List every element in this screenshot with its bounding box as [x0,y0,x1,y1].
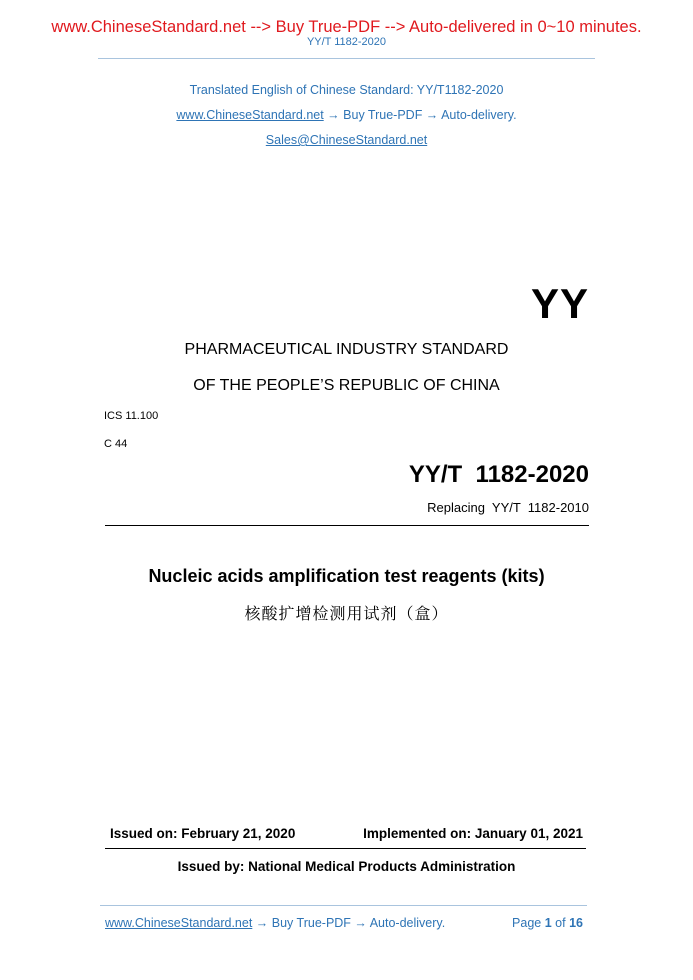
footer-delivery-text: → Buy True-PDF → Auto-delivery. [252,916,446,930]
standard-number: YY/T 1182-2020 [408,461,589,488]
delivery-text: → Buy True-PDF → Auto-delivery. [323,108,517,122]
footer-site-link[interactable]: www.ChineseStandard.net [105,916,253,930]
standard-title-line1: PHARMACEUTICAL INDUSTRY STANDARD [184,341,509,358]
sales-email-link[interactable]: Sales@ChineseStandard.net [265,133,428,147]
dates-divider [105,848,586,849]
header-doc-code: YY/T 1182-2020 [306,36,387,48]
document-title-zh: 核酸扩增检测用试剂（盒） [244,606,449,623]
translation-delivery-line [0,108,693,122]
footer-delivery-line [105,916,445,930]
page-label: Page [512,916,542,930]
implemented-on-date: Implemented on: January 01, 2021 [363,826,583,841]
email-line [0,133,693,147]
standard-title-line2: OF THE PEOPLE’S REPUBLIC OF CHINA [193,377,500,394]
footer-divider [100,905,587,906]
issued-on-date: Issued on: February 21, 2020 [110,826,296,841]
header-divider [98,58,595,59]
standard-mark: YY [530,280,589,327]
issuing-authority: Issued by: National Medical Products Administration [177,859,516,874]
ccs-code: C 44 [104,438,128,450]
translation-line: Translated English of Chinese Standard: YY/T1182-2020 [189,83,504,97]
number-divider [105,525,589,526]
ics-code: ICS 11.100 [104,410,159,422]
site-link[interactable]: www.ChineseStandard.net [176,108,324,122]
page-total: 16 [569,916,583,930]
page-number: 1 [544,916,552,930]
promo-banner[interactable]: www.ChineseStandard.net --> Buy True-PDF --> Auto-delivered in 0~10 minutes. [51,18,642,36]
of-label: of [555,916,566,930]
replacing-note: Replacing YY/T 1182-2010 [427,500,589,515]
page-indicator [512,916,583,930]
document-title-en: Nucleic acids amplification test reagents (kits) [148,566,545,586]
